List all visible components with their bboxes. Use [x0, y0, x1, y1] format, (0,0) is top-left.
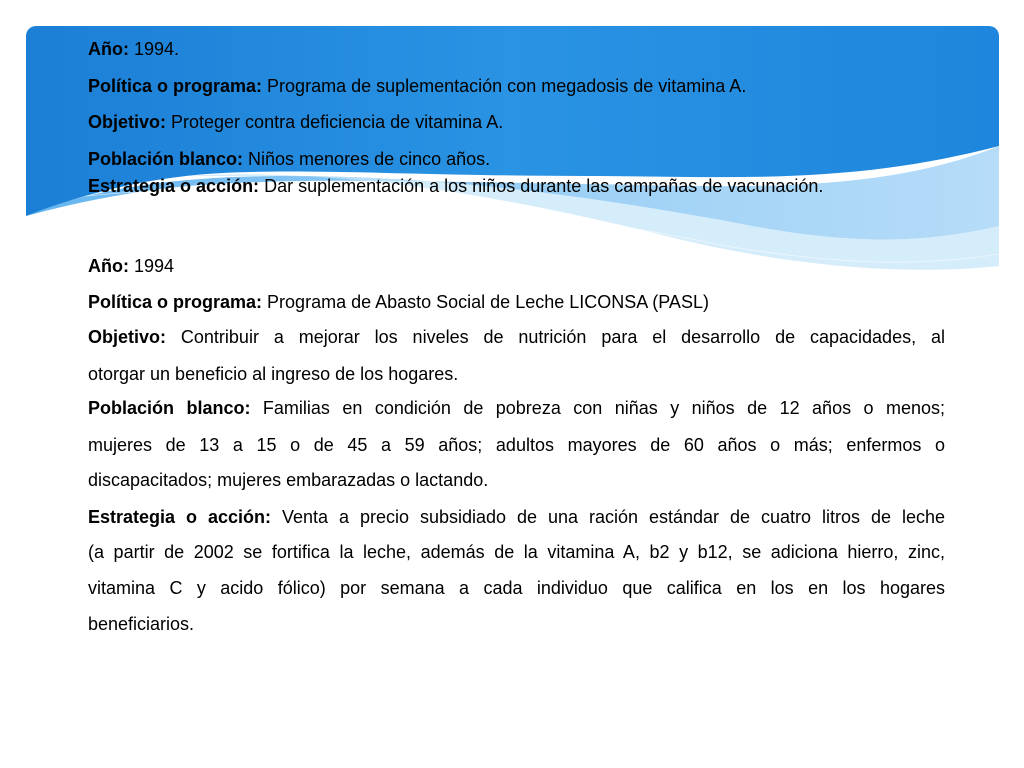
- record2-poblacion-cont1: [88, 435, 945, 455]
- record1-politica-label: Política o programa:: [88, 76, 263, 96]
- record2-poblacion-cont2: [88, 470, 945, 490]
- record1-poblacion-label: Población blanco:: [88, 149, 244, 169]
- record2-poblacion-line2: mujeres de 13 a 15 o de 45 a 59 años; adultos mayores de 60 años o más; enfermos o: [88, 435, 945, 455]
- record1-estrategia-label: Estrategia o acción:: [88, 176, 260, 196]
- record1-anio: [88, 39, 945, 59]
- record2-estrategia-line4: beneficiarios.: [88, 614, 195, 634]
- record1-poblacion-value: Niños menores de cinco años.: [243, 149, 491, 169]
- record2-poblacion-line1: Familias en condición de pobreza con niñas y niños de 12 años o menos;: [250, 398, 945, 418]
- record2-estrategia-line1: Venta a precio subsidiado de una ración estándar de cuatro litros de leche: [271, 507, 945, 527]
- record2-estrategia: [88, 507, 945, 527]
- record2-objetivo-line2: otorgar un beneficio al ingreso de los hogares.: [88, 364, 459, 384]
- record2-estrategia-line3: vitamina C y acido fólico) por semana a cada individuo que califica en los en los hogares: [88, 578, 945, 598]
- record2-objetivo-cont: [88, 364, 945, 384]
- record1-estrategia: [88, 176, 945, 196]
- record2-estrategia-line2: (a partir de 2002 se fortifica la leche, además de la vitamina A, b2 y b12, se adiciona hierro, zinc,: [88, 542, 945, 562]
- record2-objetivo-label: Objetivo:: [88, 327, 167, 347]
- record1-politica-value: Programa de suplementación con megadosis de vitamina A.: [262, 76, 747, 96]
- record2-politica-label: Política o programa:: [88, 292, 263, 312]
- record1-poblacion: [88, 149, 945, 169]
- record1-objetivo-value: Proteger contra deficiencia de vitamina A.: [166, 112, 504, 132]
- record2-estrategia-cont2: [88, 578, 945, 598]
- record2-anio-label: Año:: [88, 256, 129, 276]
- record1-politica: [88, 76, 945, 96]
- record2-estrategia-cont3: [88, 614, 945, 634]
- record1-anio-label: Año:: [88, 39, 129, 59]
- record2-poblacion: [88, 398, 945, 418]
- record2-objetivo: [88, 327, 945, 347]
- record1-objetivo: [88, 112, 945, 132]
- record2-anio: [88, 256, 945, 276]
- record1-objetivo-label: Objetivo:: [88, 112, 167, 132]
- record2-estrategia-cont1: [88, 542, 945, 562]
- record1-estrategia-value: Dar suplementación a los niños durante las campañas de vacunación.: [259, 176, 824, 196]
- record2-politica-value: Programa de Abasto Social de Leche LICONSA (PASL): [262, 292, 709, 312]
- record2-objetivo-line1: Contribuir a mejorar los niveles de nutrición para el desarrollo de capacidades, al: [166, 327, 945, 347]
- record2-anio-value: 1994: [128, 256, 175, 276]
- record2-poblacion-line3: discapacitados; mujeres embarazadas o lactando.: [88, 470, 489, 490]
- record2-politica: [88, 292, 945, 312]
- record2-estrategia-label: Estrategia o acción:: [88, 507, 271, 527]
- record2-poblacion-label: Población blanco:: [88, 398, 251, 418]
- record1-anio-value: 1994.: [128, 39, 180, 59]
